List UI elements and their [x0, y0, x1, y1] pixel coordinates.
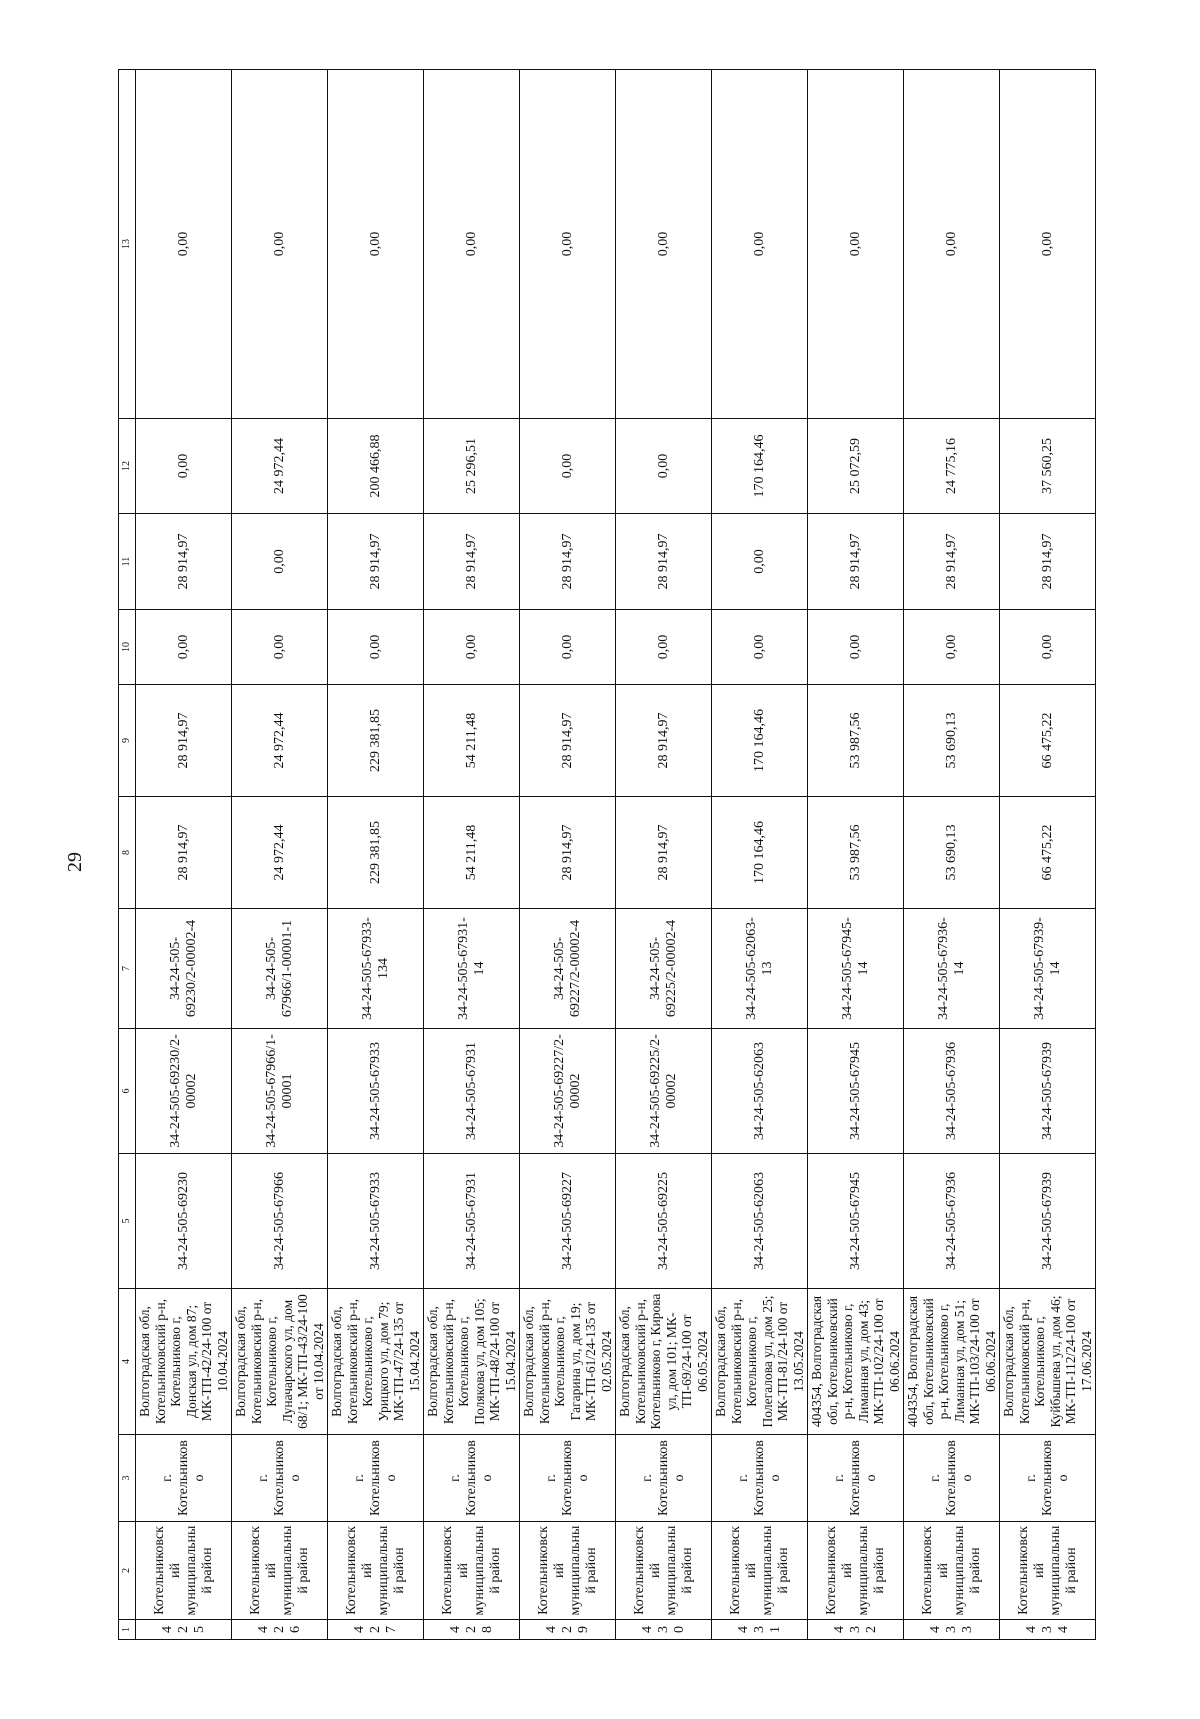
amount-col10-cell: 0,00	[712, 610, 808, 685]
page-number	[60, 845, 90, 879]
row-number-cell: 426	[232, 1620, 328, 1640]
district-cell: Котельниковский муниципальный район	[1000, 1522, 1096, 1620]
amount-col13-cell: 0,00	[520, 70, 616, 419]
amount-col13-cell: 0,00	[712, 70, 808, 419]
amount-col8-cell: 53 987,56	[808, 797, 904, 909]
cadastral-number-cell: 34-24-505-67933	[328, 1154, 424, 1289]
cadastral-number-cell: 34-24-505-69227	[520, 1154, 616, 1289]
cadastral-detail-cell: 34-24-505-67931-14	[424, 909, 520, 1029]
amount-col11-cell: 28 914,97	[424, 514, 520, 610]
address-cell: Волгоградская обл, Котельниковский р-н, Котельниково г, Урицкого ул, дом 79; МК-ТП-47/24-135 от 15.04.2024	[328, 1289, 424, 1435]
amount-col8-cell: 28 914,97	[616, 797, 712, 909]
district-cell: Котельниковский муниципальный район	[232, 1522, 328, 1620]
amount-col11-cell: 0,00	[712, 514, 808, 610]
cadastral-number-cell: 34-24-505-62063	[712, 1154, 808, 1289]
amount-col8-cell: 53 690,13	[904, 797, 1000, 909]
address-cell: 404354, Волгоградская обл, Котельниковский р-н, Котельниково г, Лиманная ул, дом 51; МК-ТП-103/24-100 от 06.06.2024	[904, 1289, 1000, 1435]
row-number-cell: 425	[136, 1620, 232, 1640]
amount-col9-cell: 24 972,44	[232, 685, 328, 797]
cadastral-number-cell: 34-24-505-67931	[424, 1154, 520, 1289]
amount-col10-cell: 0,00	[136, 610, 232, 685]
amount-col10-cell: 0,00	[616, 610, 712, 685]
amount-col13-cell: 0,00	[232, 70, 328, 419]
table-row	[808, 70, 904, 1640]
amount-col12-cell: 0,00	[520, 419, 616, 514]
amount-col10-cell: 0,00	[904, 610, 1000, 685]
column-number: 11	[119, 514, 136, 610]
row-number-cell: 430	[616, 1620, 712, 1640]
district-cell: Котельниковский муниципальный район	[616, 1522, 712, 1620]
cadastral-number-cell: 34-24-505-67939	[1000, 1154, 1096, 1289]
amount-col13-cell: 0,00	[1000, 70, 1096, 419]
row-number-cell: 432	[808, 1620, 904, 1640]
column-number: 7	[119, 909, 136, 1029]
amount-col12-cell: 37 560,25	[1000, 419, 1096, 514]
cadastral-detail-cell: 34-24-505-69230/2-00002-4	[136, 909, 232, 1029]
row-number-cell: 428	[424, 1620, 520, 1640]
amount-col10-cell: 0,00	[1000, 610, 1096, 685]
address-cell: Волгоградская обл, Котельниковский р-н, Котельниково г, Кирова ул, дом 101; МК-ТП-69/24-100 от 06.05.2024	[616, 1289, 712, 1435]
column-number: 1	[119, 1620, 136, 1640]
amount-col9-cell: 53 987,56	[808, 685, 904, 797]
table-row	[616, 70, 712, 1640]
cadastral-number-cell: 34-24-505-69230	[136, 1154, 232, 1289]
settlement-cell: г. Котельниково	[808, 1435, 904, 1522]
amount-col12-cell: 25 296,51	[424, 419, 520, 514]
column-number: 3	[119, 1435, 136, 1522]
amount-col9-cell: 28 914,97	[520, 685, 616, 797]
table-row	[136, 70, 232, 1640]
amount-col8-cell: 66 475,22	[1000, 797, 1096, 909]
cadastral-number-cell: 34-24-505-67966	[232, 1154, 328, 1289]
amount-col8-cell: 28 914,97	[520, 797, 616, 909]
address-cell: Волгоградская обл, Котельниковский р-н, Котельниково г, Луначарского ул, дом 68/1; МК-ТП-43/24-100 от 10.04.2024	[232, 1289, 328, 1435]
column-number: 2	[119, 1522, 136, 1620]
address-cell: Волгоградская обл, Котельниковский р-н, Котельниково г, Донская ул, дом 87; МК-ТП-42/24-100 от 10.04.2024	[136, 1289, 232, 1435]
amount-col12-cell: 0,00	[136, 419, 232, 514]
cadastral-detail-cell: 34-24-505-69225/2-00002-4	[616, 909, 712, 1029]
amount-col9-cell: 28 914,97	[616, 685, 712, 797]
cadastral-subnumber-cell: 34-24-505-67936	[904, 1029, 1000, 1154]
settlement-cell: г. Котельниково	[520, 1435, 616, 1522]
district-cell: Котельниковский муниципальный район	[328, 1522, 424, 1620]
amount-col10-cell: 0,00	[424, 610, 520, 685]
cadastral-subnumber-cell: 34-24-505-69225/2-00002	[616, 1029, 712, 1154]
settlement-cell: г. Котельниково	[136, 1435, 232, 1522]
column-number: 8	[119, 797, 136, 909]
amount-col10-cell: 0,00	[520, 610, 616, 685]
district-cell: Котельниковский муниципальный район	[520, 1522, 616, 1620]
column-number: 5	[119, 1154, 136, 1289]
amount-col8-cell: 24 972,44	[232, 797, 328, 909]
row-number-cell: 431	[712, 1620, 808, 1640]
amount-col9-cell: 53 690,13	[904, 685, 1000, 797]
amount-col11-cell: 28 914,97	[616, 514, 712, 610]
district-cell: Котельниковский муниципальный район	[904, 1522, 1000, 1620]
amount-col12-cell: 200 466,88	[328, 419, 424, 514]
address-cell: Волгоградская обл, Котельниковский р-н, Котельниково г, Полякова ул, дом 105; МК-ТП-48/24-100 от 15.04.2024	[424, 1289, 520, 1435]
amount-col10-cell: 0,00	[808, 610, 904, 685]
table-row	[424, 70, 520, 1640]
table-row	[1000, 70, 1096, 1640]
amount-col13-cell: 0,00	[424, 70, 520, 419]
settlement-cell: г. Котельниково	[1000, 1435, 1096, 1522]
amount-col12-cell: 24 972,44	[232, 419, 328, 514]
amount-col11-cell: 28 914,97	[904, 514, 1000, 610]
cadastral-detail-cell: 34-24-505-67945-14	[808, 909, 904, 1029]
page-number-text: 29	[64, 852, 86, 872]
table-row	[520, 70, 616, 1640]
amount-col10-cell: 0,00	[232, 610, 328, 685]
table-row	[712, 70, 808, 1640]
amount-col12-cell: 25 072,59	[808, 419, 904, 514]
address-cell: 404354, Волгоградская обл, Котельниковский р-н, Котельниково г, Лиманная ул, дом 43; МК-ТП-102/24-100 от 06.06.2024	[808, 1289, 904, 1435]
amount-col11-cell: 28 914,97	[520, 514, 616, 610]
amount-col8-cell: 54 211,48	[424, 797, 520, 909]
amount-col13-cell: 0,00	[904, 70, 1000, 419]
column-number-row	[119, 70, 136, 1640]
cadastral-detail-cell: 34-24-505-67966/1-00001-1	[232, 909, 328, 1029]
column-number: 10	[119, 610, 136, 685]
amount-col10-cell: 0,00	[328, 610, 424, 685]
cadastral-subnumber-cell: 34-24-505-67945	[808, 1029, 904, 1154]
amount-col12-cell: 24 775,16	[904, 419, 1000, 514]
cadastral-subnumber-cell: 34-24-505-67966/1-00001	[232, 1029, 328, 1154]
address-cell: Волгоградская обл, Котельниковский р-н, Котельниково г, Гагарина ул, дом 19; МК-ТП-61/24-135 от 02.05.2024	[520, 1289, 616, 1435]
column-number: 6	[119, 1029, 136, 1154]
amount-col8-cell: 229 381,85	[328, 797, 424, 909]
district-cell: Котельниковский муниципальный район	[136, 1522, 232, 1620]
cadastral-subnumber-cell: 34-24-505-69227/2-00002	[520, 1029, 616, 1154]
settlement-cell: г. Котельниково	[424, 1435, 520, 1522]
address-cell: Волгоградская обл, Котельниковский р-н, Котельниково г, Куйбышева ул, дом 46; МК-ТП-112/24-100 от 17.06.2024	[1000, 1289, 1096, 1435]
table-row	[904, 70, 1000, 1640]
row-number-cell: 434	[1000, 1620, 1096, 1640]
settlement-cell: г. Котельниково	[616, 1435, 712, 1522]
cadastral-detail-cell: 34-24-505-62063-13	[712, 909, 808, 1029]
address-cell: Волгоградская обл, Котельниковский р-н, Котельниково г, Полегалова ул, дом 25; МК-ТП-81/24-100 от 13.05.2024	[712, 1289, 808, 1435]
cadastral-subnumber-cell: 34-24-505-67931	[424, 1029, 520, 1154]
district-cell: Котельниковский муниципальный район	[424, 1522, 520, 1620]
row-number-cell: 429	[520, 1620, 616, 1640]
data-table	[118, 69, 1096, 1640]
amount-col11-cell: 0,00	[232, 514, 328, 610]
settlement-cell: г. Котельниково	[328, 1435, 424, 1522]
table-row	[232, 70, 328, 1640]
settlement-cell: г. Котельниково	[904, 1435, 1000, 1522]
cadastral-detail-cell: 34-24-505-69227/2-00002-4	[520, 909, 616, 1029]
amount-col9-cell: 54 211,48	[424, 685, 520, 797]
settlement-cell: г. Котельниково	[232, 1435, 328, 1522]
cadastral-number-cell: 34-24-505-69225	[616, 1154, 712, 1289]
amount-col12-cell: 0,00	[616, 419, 712, 514]
column-number: 4	[119, 1289, 136, 1435]
cadastral-subnumber-cell: 34-24-505-69230/2-00002	[136, 1029, 232, 1154]
district-cell: Котельниковский муниципальный район	[712, 1522, 808, 1620]
column-number: 9	[119, 685, 136, 797]
amount-col8-cell: 28 914,97	[136, 797, 232, 909]
amount-col11-cell: 28 914,97	[808, 514, 904, 610]
district-cell: Котельниковский муниципальный район	[808, 1522, 904, 1620]
amount-col9-cell: 66 475,22	[1000, 685, 1096, 797]
amount-col11-cell: 28 914,97	[1000, 514, 1096, 610]
amount-col9-cell: 229 381,85	[328, 685, 424, 797]
amount-col8-cell: 170 164,46	[712, 797, 808, 909]
table-container	[118, 70, 1093, 1640]
amount-col9-cell: 170 164,46	[712, 685, 808, 797]
settlement-cell: г. Котельниково	[712, 1435, 808, 1522]
amount-col13-cell: 0,00	[136, 70, 232, 419]
cadastral-subnumber-cell: 34-24-505-67939	[1000, 1029, 1096, 1154]
column-number: 12	[119, 419, 136, 514]
table-row	[328, 70, 424, 1640]
cadastral-number-cell: 34-24-505-67945	[808, 1154, 904, 1289]
amount-col11-cell: 28 914,97	[136, 514, 232, 610]
cadastral-detail-cell: 34-24-505-67936-14	[904, 909, 1000, 1029]
amount-col13-cell: 0,00	[808, 70, 904, 419]
amount-col13-cell: 0,00	[328, 70, 424, 419]
cadastral-number-cell: 34-24-505-67936	[904, 1154, 1000, 1289]
cadastral-detail-cell: 34-24-505-67939-14	[1000, 909, 1096, 1029]
row-number-cell: 433	[904, 1620, 1000, 1640]
cadastral-subnumber-cell: 34-24-505-62063	[712, 1029, 808, 1154]
row-number-cell: 427	[328, 1620, 424, 1640]
cadastral-detail-cell: 34-24-505-67933-134	[328, 909, 424, 1029]
amount-col13-cell: 0,00	[616, 70, 712, 419]
cadastral-subnumber-cell: 34-24-505-67933	[328, 1029, 424, 1154]
amount-col9-cell: 28 914,97	[136, 685, 232, 797]
amount-col11-cell: 28 914,97	[328, 514, 424, 610]
amount-col12-cell: 170 164,46	[712, 419, 808, 514]
column-number: 13	[119, 70, 136, 419]
